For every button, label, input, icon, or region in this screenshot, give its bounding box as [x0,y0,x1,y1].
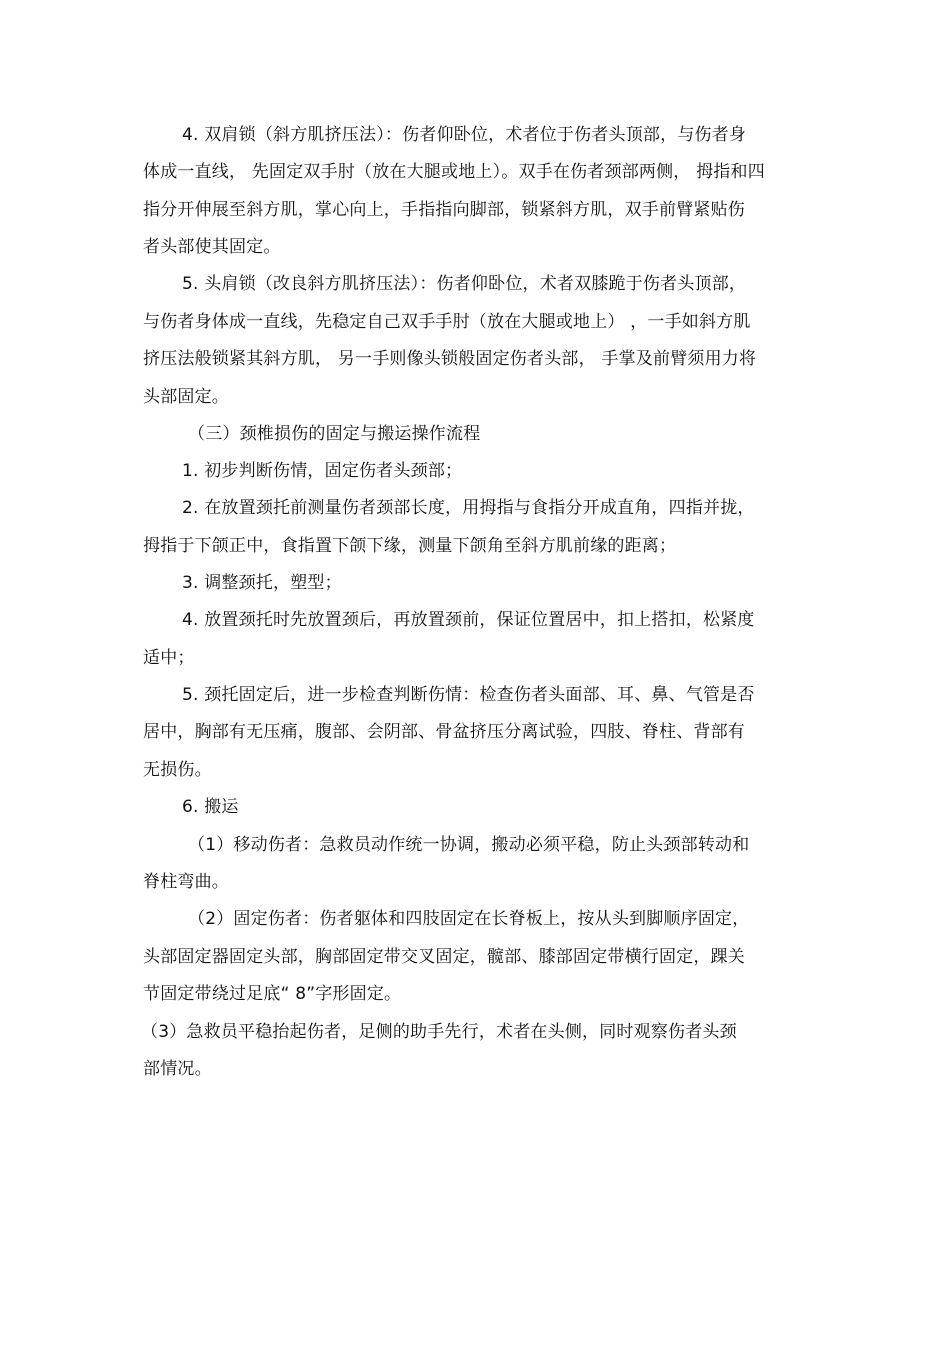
text-line: 指分开伸展至斜方肌，掌心向上，手指指向脚部，锁紧斜方肌，双手前臂紧贴伤 [143,200,745,220]
text-line: 挤压法般锁紧其斜方肌， 另一手则像头锁般固定伤者头部， 手掌及前臂须用力将 [143,349,757,369]
text-line: 无损伤。 [143,760,212,780]
text-line: 头部固定器固定头部，胸部固定带交叉固定，髋部、膝部固定带横行固定，踝关 [143,947,745,967]
text-line: 5. 颈托固定后，进一步检查判断伤情：检查伤者头面部、耳、鼻、气管是否 [182,685,755,705]
text-line: 居中，胸部有无压痛，腹部、会阴部、骨盆挤压分离试验，四肢、脊柱、背部有 [143,722,745,742]
text-line: 3. 调整颈托，塑型； [182,573,342,593]
text-line: 头部固定。 [143,387,229,407]
text-line: 者头部使其固定。 [143,237,281,257]
text-line: 1. 初步判断伤情，固定伤者头颈部； [182,461,463,481]
section-heading: （三）颈椎损伤的固定与搬运操作流程 [188,424,481,444]
text-line: 部情况。 [143,1059,212,1079]
text-line: 体成一直线， 先固定双手肘（放在大腿或地上）。双手在伤者颈部两侧， 拇指和四 [143,162,765,182]
text-line: （1）移动伤者：急救员动作统一协调，搬动必须平稳，防止头颈部转动和 [188,835,750,855]
text-line: 适中； [143,648,195,668]
text-line: 脊柱弯曲。 [143,872,229,892]
text-line: 6. 搬运 [182,797,239,817]
text-line: 拇指于下颌正中，食指置下颌下缘，测量下颌角至斜方肌前缘的距离； [143,536,677,556]
text-line: （3）急救员平稳抬起伤者，足侧的助手先行，术者在头侧，同时观察伤者头颈 [141,1022,737,1042]
text-line: 5. 头肩锁（改良斜方肌挤压法）：伤者仰卧位，术者双膝跪于伤者头顶部， [182,274,747,294]
text-line: 2. 在放置颈托前测量伤者颈部长度，用拇指与食指分开成直角，四指并拢， [182,498,755,518]
text-line: 与伤者身体成一直线，先稳定自己双手手肘（放在大腿或地上） ，一手如斜方肌 [143,312,751,332]
text-line: 4. 双肩锁（斜方肌挤压法）：伤者仰卧位，术者位于伤者头顶部，与伤者身 [182,125,747,145]
text-line: 4. 放置颈托时先放置颈后，再放置颈前，保证位置居中，扣上搭扣，松紧度 [182,610,755,630]
text-line: （2）固定伤者：伤者躯体和四肢固定在长脊板上，按从头到脚顺序固定， [188,909,750,929]
text-line: 节固定带绕过足底“ 8”字形固定。 [143,984,402,1004]
